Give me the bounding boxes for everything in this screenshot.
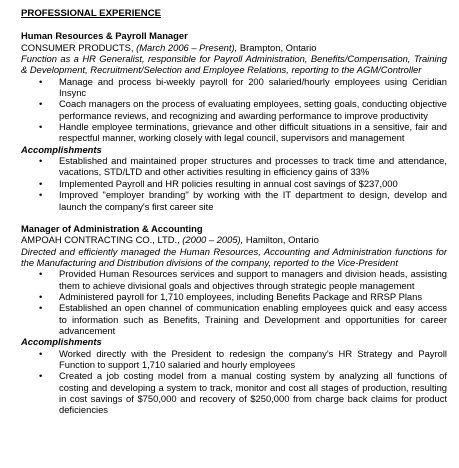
bullet-icon: •	[39, 189, 43, 201]
location: Brampton, Ontario	[239, 41, 317, 53]
list-item: • Coach managers on the process of evaluating employees, setting goals, conducting objective performance reviews, and recognizing and awarding performance to improve productivity	[39, 98, 447, 121]
list-item: • Administered payroll for 1,710 employees, including Benefits Package and RRSP Plans	[39, 290, 423, 302]
bullet-icon: •	[39, 290, 43, 302]
spacer	[21, 212, 447, 223]
bullet-icon: •	[39, 268, 43, 280]
bullet-icon: •	[39, 177, 43, 189]
list-item: • Created a job costing model from a manual costing system by analyzing all functions of costing and developing a system to track, monitor and cost all stages of production, resulting in cost savings of $750,000 and recovery of $250,000 from charge back claims for product deficiencies	[39, 370, 447, 416]
bullet-icon: •	[39, 302, 43, 314]
list-item: • Established and maintained proper structures and processes to track time and attendance, vacations, STD/LTD and other activities resulting in efficiency gains of 33%	[39, 155, 447, 178]
employer: AMPOAH CONTRACTING CO., LTD.,	[21, 234, 180, 246]
list-item: • Worked directly with the President to redesign the company's HR Strategy and Payroll Function to support 1,710 salaried and hourly employees	[39, 347, 447, 370]
bullet-icon: •	[39, 98, 43, 110]
accomplishments-heading: Accomplishments	[21, 143, 102, 155]
accomplishments-list	[21, 155, 447, 212]
bullet-icon: •	[39, 370, 43, 382]
bullet-icon: •	[39, 75, 43, 87]
bullet-icon: •	[39, 347, 43, 359]
location: Hamilton, Ontario	[245, 234, 319, 246]
dates: (March 2006 – Present),	[136, 41, 238, 53]
resume-page	[21, 8, 447, 416]
employer-line	[21, 42, 447, 53]
accomplishments-list	[21, 348, 447, 416]
duties-list	[21, 76, 447, 144]
dates: (2000 – 2005),	[182, 234, 244, 246]
job-title: Human Resources & Payroll Manager	[21, 30, 188, 42]
job-entry	[21, 30, 447, 212]
list-item: • Manage and process bi-weekly payroll for 200 salaried/hourly employees using Ceridian Insync	[39, 75, 447, 99]
job-entry	[21, 223, 447, 416]
employer-line	[21, 234, 447, 245]
list-item: • Improved "employer branding" by working with the IT department to design, develop and launch the company's first career site	[39, 189, 447, 212]
accomplishments-heading: Accomplishments	[21, 336, 102, 348]
list-item: • Established an open channel of communication enabling employees quick and easy access to information such as Benefits, Training and Development and opportunities for career advancement	[39, 302, 447, 336]
job-summary: Directed and efficiently managed the Human Resources, Accounting and Administration functions for the Manufacturing and Distribution divisions of the company, reported to the Vice-President	[21, 245, 447, 268]
list-item: • Implemented Payroll and HR policies resulting in annual cost savings of $237,000	[39, 177, 398, 189]
section-title: PROFESSIONAL EXPERIENCE	[21, 8, 162, 19]
duties-list	[21, 268, 447, 336]
employer: CONSUMER PRODUCTS,	[21, 41, 134, 53]
list-item: • Handle employee terminations, grievance and other difficult situations in a sensitive, fair and respectful manner, working closely with legal council, supervisors and management	[39, 121, 447, 144]
bullet-icon: •	[39, 155, 43, 167]
list-item: • Provided Human Resources services and support to managers and division heads, assisting them to achieve divisional goals and objectives through strategic people management	[39, 268, 447, 291]
job-title: Manager of Administration & Accounting	[21, 222, 203, 234]
bullet-icon: •	[39, 121, 43, 133]
job-summary: Function as a HR Generalist, responsible for Payroll Administration, Benefits/Compensation, Training & Development, Recruitment/Selection and Employee Relations, reporting to the AGM/Controller	[21, 53, 447, 76]
